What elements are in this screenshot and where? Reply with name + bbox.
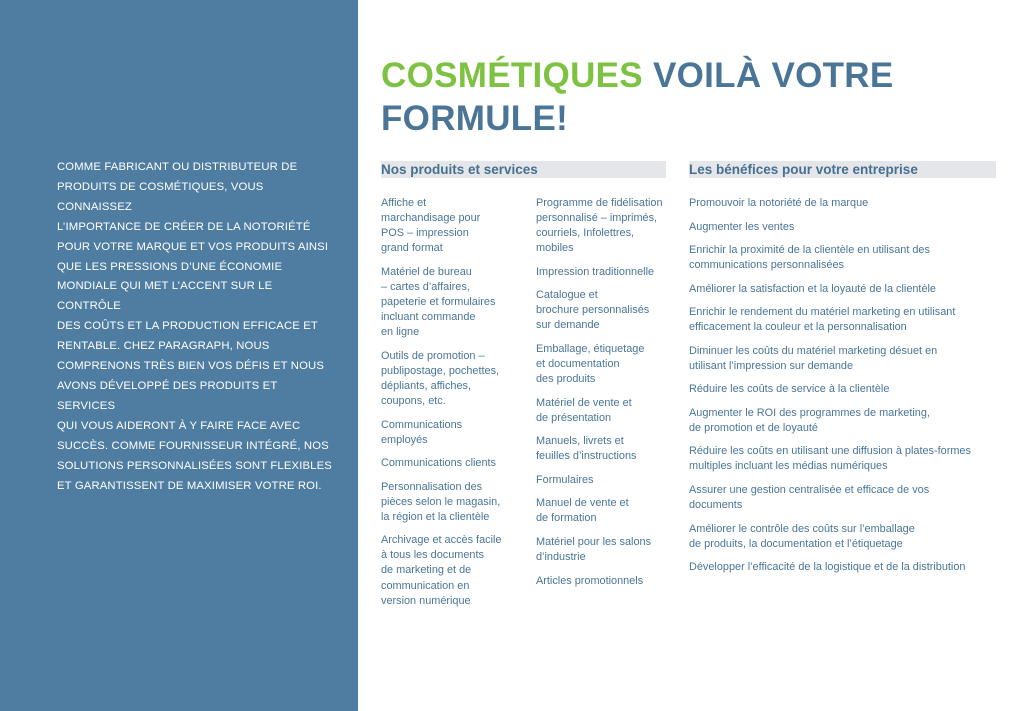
intro-paragraph	[57, 158, 332, 496]
product-item-line: sur demande	[536, 319, 600, 332]
title-line2: FORMULE!	[381, 99, 569, 138]
product-item-line: Matériel de bureau	[381, 265, 472, 278]
intro-line: PRODUITS DE COSMÉTIQUES, VOUS CONNAISSEZ	[57, 180, 264, 213]
benefit-item-line: multiples incluant les médias numériques	[689, 460, 888, 473]
product-item-line: Archivage et accès facile	[381, 534, 502, 547]
product-item	[536, 535, 651, 565]
product-item-line: Impression traditionnelle	[536, 265, 655, 278]
title-line1-rest: VOILÀ VOTRE	[642, 56, 894, 95]
product-item-line: version numérique	[381, 594, 471, 607]
benefit-item-line: Augmenter le ROI des programmes de marketing,	[689, 406, 930, 419]
product-item-line: et documentation	[536, 358, 620, 371]
product-item	[536, 434, 636, 464]
product-item-line: grand format	[381, 242, 443, 255]
product-item-line: de présentation	[536, 411, 612, 424]
product-item	[536, 288, 649, 333]
intro-line: AVONS DÉVELOPPÉ DES PRODUITS ET SERVICES	[57, 379, 278, 412]
benefit-item	[689, 483, 929, 513]
product-item-line: Articles promotionnels	[536, 574, 644, 587]
product-item	[536, 473, 594, 488]
product-item-line: – cartes d’affaires,	[381, 280, 470, 293]
intro-line: COMME FABRICANT OU DISTRIBUTEUR DE	[57, 161, 298, 173]
title-accent: COSMÉTIQUES	[381, 56, 643, 95]
benefit-item-line: Enrichir la proximité de la clientèle en utilisant des	[689, 244, 930, 256]
products-heading: Nos produits et services	[381, 161, 666, 178]
product-item-line: en ligne	[381, 326, 420, 339]
product-item-line: POS – impression	[381, 227, 469, 240]
product-item	[536, 196, 663, 256]
product-item-line: Manuel de vente et	[536, 497, 629, 510]
benefit-item	[689, 243, 930, 273]
product-item-line: publipostage, pochettes,	[381, 364, 500, 377]
product-item-line: Manuels, livrets et	[536, 435, 624, 448]
benefit-item-line: de produits, la documentation et l’étiquetage	[689, 537, 903, 550]
product-item-line: Matériel pour les salons	[536, 536, 652, 548]
intro-line: QUI VOUS AIDERONT À Y FAIRE FACE AVEC	[57, 419, 301, 432]
intro-line: QUE LES PRESSIONS D’UNE ÉCONOMIE	[57, 260, 283, 273]
product-item-line: employés	[381, 433, 428, 446]
product-item	[381, 349, 499, 409]
benefit-item-line: Améliorer la satisfaction et la loyauté de la clientèle	[689, 282, 936, 295]
product-item	[536, 496, 629, 526]
product-item-line: feuilles d’instructions	[536, 450, 637, 463]
product-item-line: Formulaires	[536, 473, 594, 486]
product-item-line: incluant commande	[381, 311, 476, 324]
benefit-item-line: Promouvoir la notoriété de la marque	[689, 197, 869, 209]
product-item-line: Communications clients	[381, 457, 497, 470]
benefit-item-line: Assurer une gestion centralisée et efficace de vos	[689, 484, 930, 496]
product-item-line: brochure personnalisés	[536, 304, 650, 317]
benefit-item-line: documents	[689, 499, 743, 512]
product-item	[381, 418, 462, 448]
product-item-line: dépliants, affiches,	[381, 379, 472, 392]
benefit-item	[689, 282, 936, 297]
benefit-item-line: Améliorer le contrôle des coûts sur l’emballage	[689, 522, 915, 535]
benefit-item-line: utilisant l’impression sur demande	[689, 359, 854, 372]
benefit-item	[689, 305, 955, 335]
intro-line: RENTABLE. CHEZ PARAGRAPH, NOUS	[57, 340, 270, 353]
product-item-line: courriels, Infolettres,	[536, 227, 635, 240]
benefit-item	[689, 382, 889, 397]
product-item-line: Emballage, étiquetage	[536, 343, 645, 355]
product-item-line: Affiche et	[381, 197, 427, 209]
benefits-heading: Les bénéfices pour votre entreprise	[689, 161, 996, 178]
product-item	[381, 265, 495, 340]
benefit-item	[689, 196, 868, 211]
product-item	[381, 480, 500, 525]
product-item-line: Communications	[381, 418, 463, 431]
benefit-item	[689, 344, 937, 374]
product-item-line: communication en	[381, 579, 470, 592]
intro-line: ET GARANTISSENT DE MAXIMISER VOTRE ROI.	[57, 479, 322, 492]
product-item-line: mobiles	[536, 242, 574, 255]
intro-line: SOLUTIONS PERSONNALISÉES SONT FLEXIBLES	[57, 459, 332, 472]
product-item	[381, 456, 496, 471]
product-item-line: des produits	[536, 373, 596, 386]
intro-line: DES COÛTS ET LA PRODUCTION EFFICACE ET	[57, 320, 318, 333]
product-item-line: Outils de promotion –	[381, 349, 485, 362]
intro-line: L’IMPORTANCE DE CRÉER DE LA NOTORIÉTÉ	[57, 220, 311, 233]
product-item-line: Programme de fidélisation	[536, 197, 663, 209]
product-item	[536, 342, 644, 387]
benefit-item-line: Augmenter les ventes	[689, 220, 795, 233]
product-item-line: de formation	[536, 512, 597, 525]
benefit-item-line: Réduire les coûts en utilisant une diffusion à plates-formes	[689, 445, 971, 458]
product-item	[381, 196, 480, 256]
sidebar-panel	[0, 0, 358, 711]
benefit-item	[689, 522, 915, 552]
product-item-line: pièces selon le magasin,	[381, 495, 501, 508]
benefit-item-line: Développer l’efficacité de la logistique et de la distribution	[689, 561, 966, 574]
product-item-line: la région et la clientèle	[381, 510, 490, 523]
intro-line: COMPRENONS TRÈS BIEN VOS DÉFIS ET NOUS	[57, 360, 325, 373]
product-item	[536, 396, 632, 426]
benefit-item-line: communications personnalisées	[689, 259, 844, 272]
intro-line: MONDIALE QUI MET L’ACCENT SUR LE CONTRÔLE	[57, 280, 273, 313]
benefit-item	[689, 406, 930, 436]
product-item-line: coupons, etc.	[381, 394, 446, 407]
intro-line: POUR VOTRE MARQUE ET VOS PRODUITS AINSI	[57, 240, 329, 253]
product-item-line: Personnalisation des	[381, 480, 483, 493]
benefit-item	[689, 560, 965, 575]
benefit-item-line: Diminuer les coûts du matériel marketing désuet en	[689, 344, 938, 357]
product-item-line: à tous les documents	[381, 549, 484, 562]
benefit-item-line: Réduire les coûts de service à la clientèle	[689, 383, 890, 396]
product-item-line: Matériel de vente et	[536, 396, 632, 409]
product-item-line: personnalisé – imprimés,	[536, 212, 658, 225]
product-item-line: papeterie et formulaires	[381, 295, 496, 308]
intro-line: SUCCÈS. COMME FOURNISSEUR INTÉGRÉ, NOS	[57, 439, 329, 452]
product-item-line: de marketing et de	[381, 564, 472, 577]
product-item-line: d’industrie	[536, 551, 586, 564]
benefit-item	[689, 444, 971, 474]
product-item	[536, 574, 643, 589]
product-item-line: marchandisage pour	[381, 212, 481, 225]
benefit-item-line: de promotion et de loyauté	[689, 421, 818, 434]
page-title	[381, 54, 941, 140]
benefit-item-line: efficacement la couleur et la personnalisation	[689, 321, 907, 334]
product-item	[381, 533, 501, 608]
product-item-line: Catalogue et	[536, 289, 598, 302]
benefit-item	[689, 220, 794, 235]
benefit-item-line: Enrichir le rendement du matériel marketing en utilisant	[689, 306, 956, 319]
product-item	[536, 265, 654, 280]
